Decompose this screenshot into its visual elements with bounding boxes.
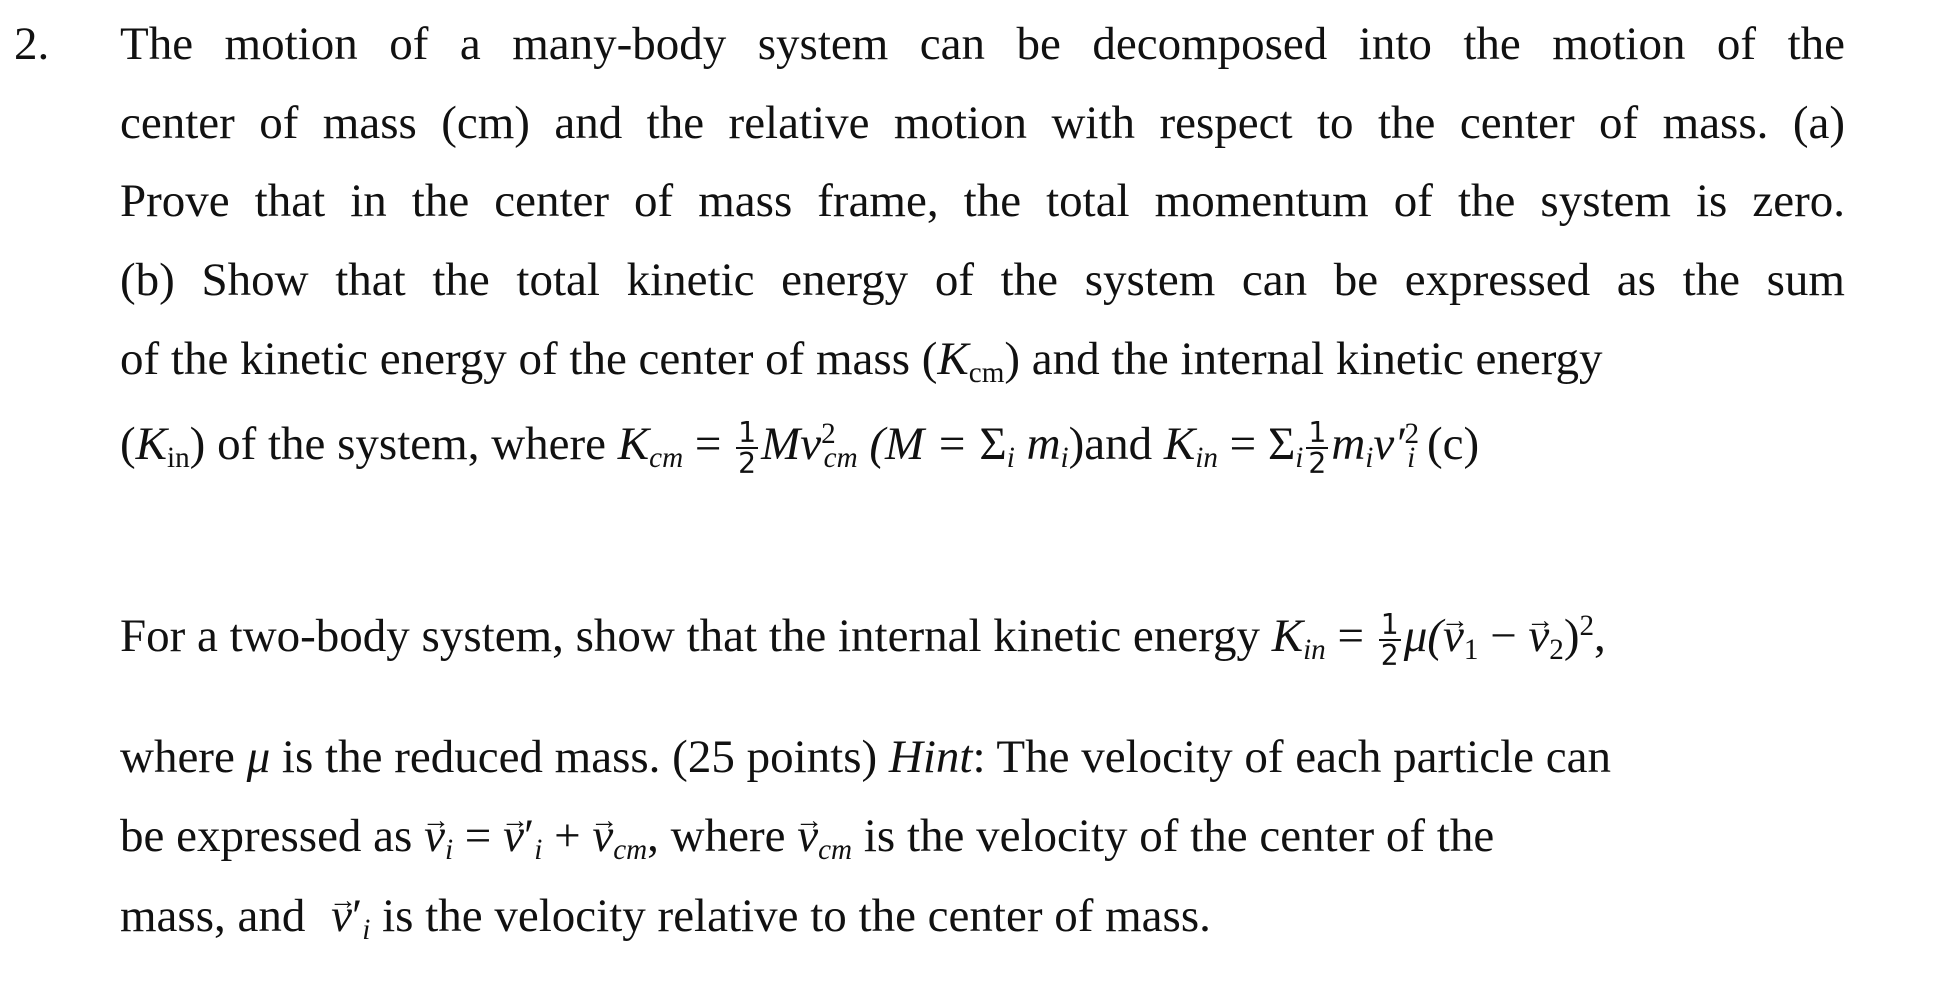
vector-vcm-2: → v (797, 806, 818, 866)
hint-label: Hint (888, 731, 973, 783)
vector-vprime-i: → v (503, 806, 524, 866)
text-line-5: of the kinetic energy of the center of mass $(K_{cm})$ and the internal kinetic energy (120, 333, 1603, 390)
text-line-4: (b) Show that the total kinetic energy of the system can be expressed as the sum (120, 254, 1845, 306)
fraction-half-3: $\frac{1}{2}$ (1380, 607, 1399, 673)
text-line-1: The motion of a many-body system can be decomposed into the motion of the (120, 18, 1845, 70)
kcm-symbol: K (617, 418, 650, 470)
vector-vprime-i-2: → v (331, 886, 352, 946)
vector-v2: → v (1528, 606, 1549, 666)
fraction-half-2: $\frac{1}{2}$ (1308, 415, 1327, 481)
vector-vcm: → v (592, 806, 613, 866)
text-line-7-two-body: For a two-body system, show that the internal kinetic energy $K_{in}$ = $\frac{1}{2}$ $\mu(\to v_1$ − → $v_2)^2$, (120, 606, 1845, 671)
problem-number: 2. (14, 18, 50, 70)
text-line-6-equations: $(K_{in})$ of the system, where $K_{cm}$ = $\frac{1}{2}$ $Mv^2_{cm}$ ($M = \Sigma_i$ $m_i)and$ $K_{in} = \Sigma_i$ $\frac{1}{2}$ $m_iv'^2_i$ (c) (120, 415, 1480, 481)
text-line-2: center of mass (cm) and the relative motion with respect to the center of mass. (a) (120, 97, 1845, 149)
text-line-8: where μ is the reduced mass. (25 points) Hint: The velocity of each particle can (120, 731, 1611, 783)
text-line-10: mass, and → $v'_i$ is the velocity relative to the center of mass. (120, 886, 1845, 946)
text-line-3: Prove that in the center of mass frame, the total momentum of the system is zero. (120, 175, 1845, 227)
fraction-half: $\frac{1}{2}$ (738, 415, 757, 481)
vector-v1: → v (1443, 606, 1464, 666)
text-line-9: be expressed as → $v_i$ = → $v'_i$ + → $v_{cm}$, where → $v_{cm}$ is the velocity of the center of the (120, 806, 1845, 866)
kin-symbol: K (1163, 418, 1196, 470)
vector-vi: → v (424, 806, 445, 866)
